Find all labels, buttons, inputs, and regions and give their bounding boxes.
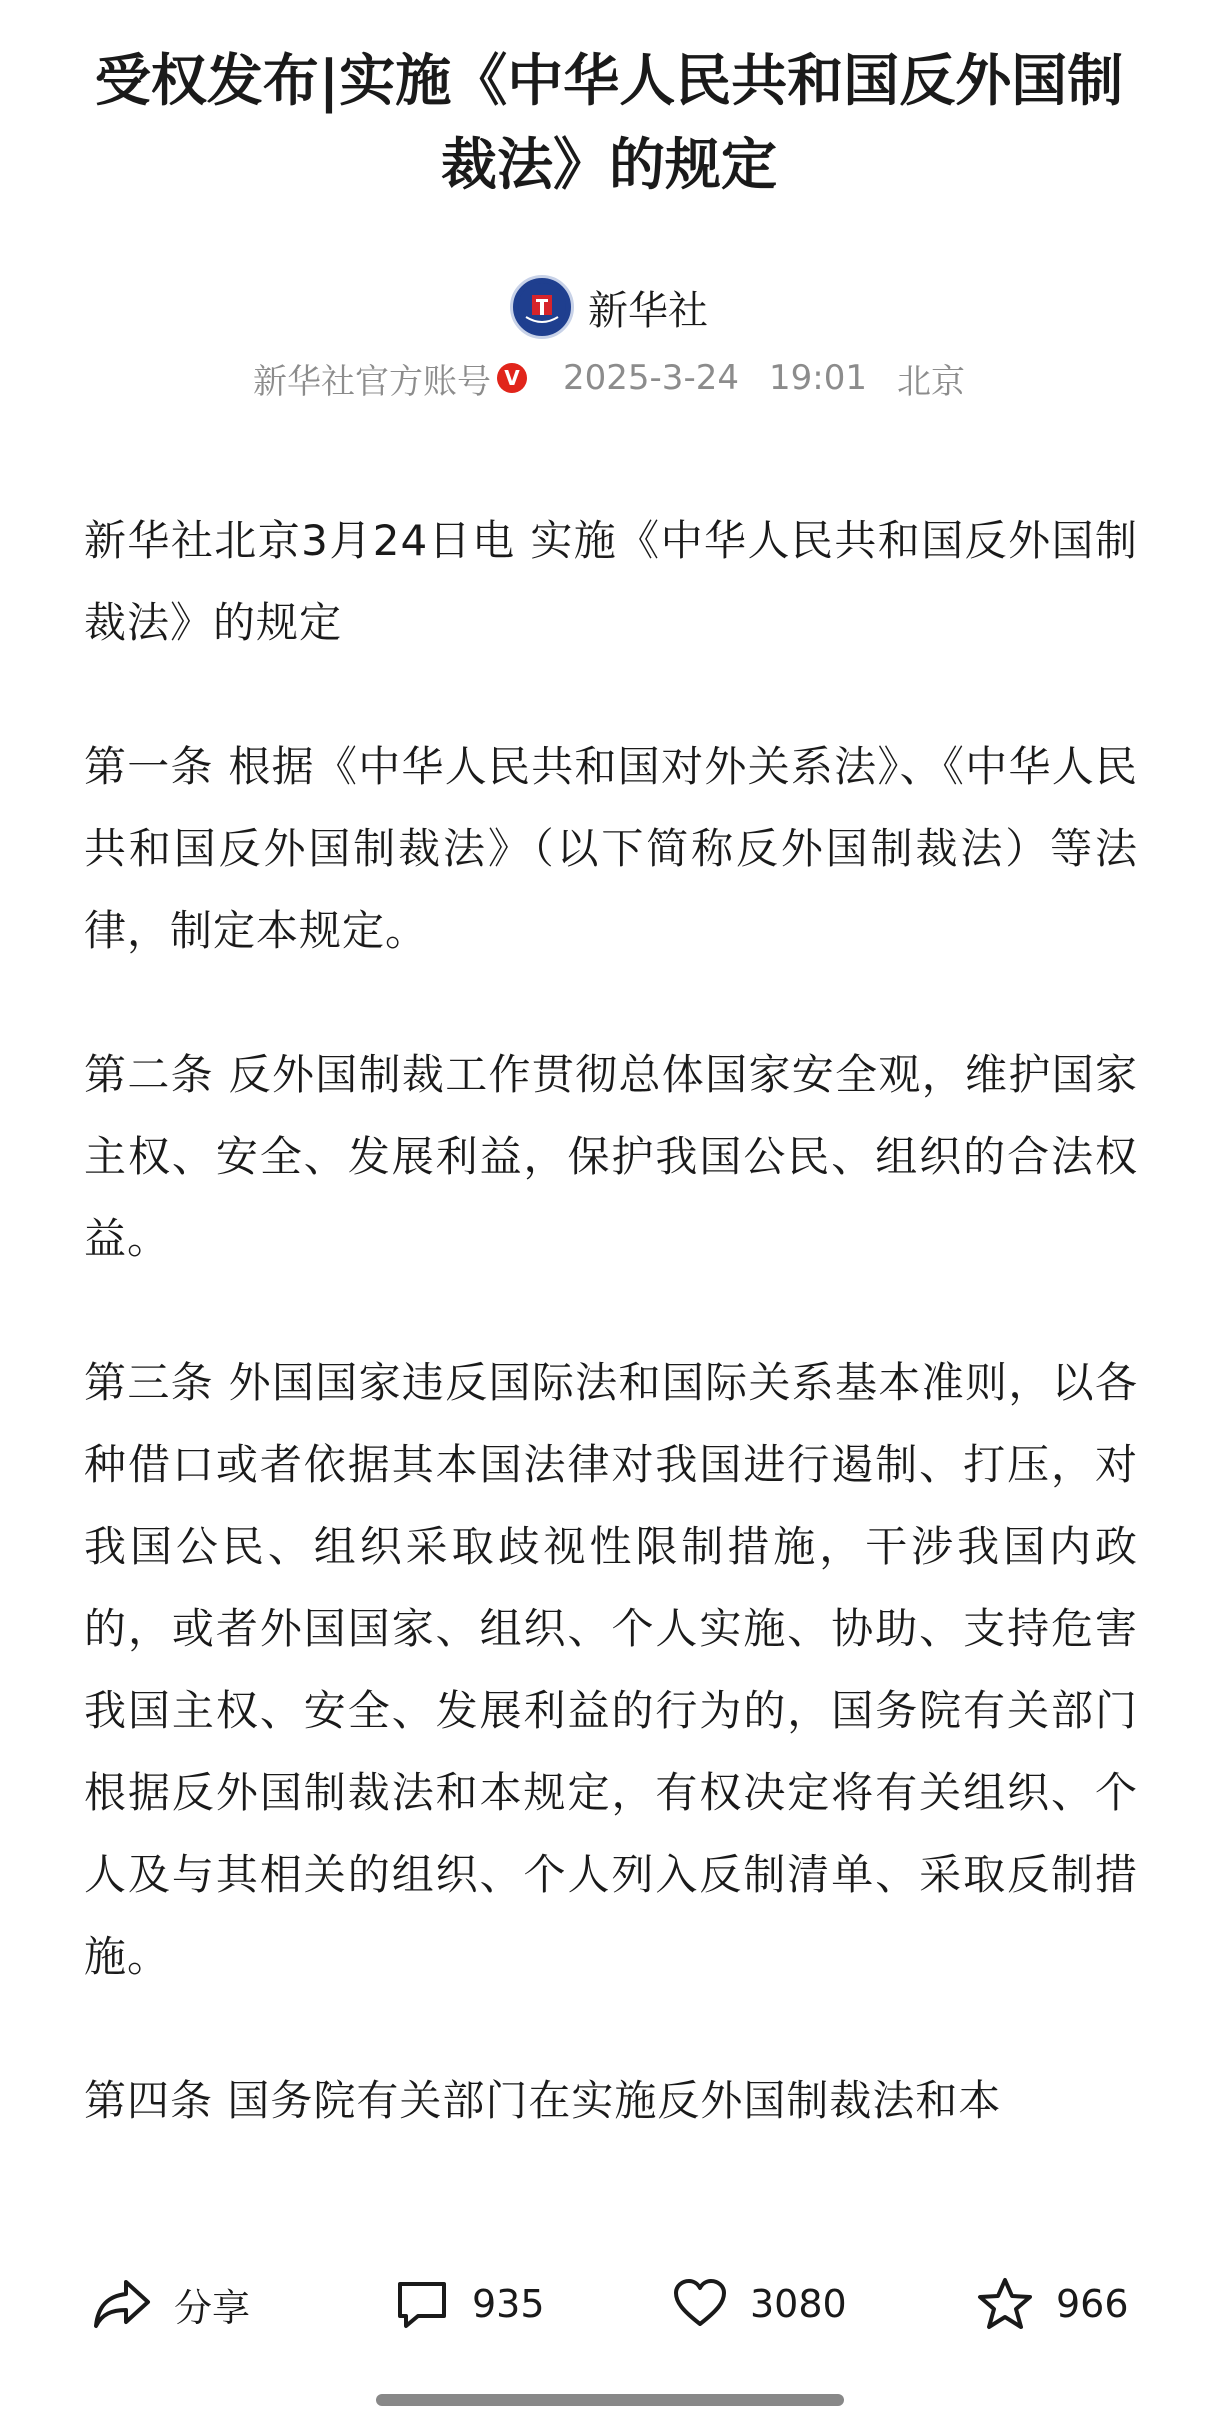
favorite-button[interactable] — [976, 2276, 1129, 2332]
article-meta — [0, 348, 1218, 408]
verified-badge-icon: V — [497, 363, 527, 393]
article-title: 受权发布|实施《中华人民共和国反外国制裁法》的规定 — [94, 49, 1124, 198]
action-bar — [0, 2254, 1218, 2354]
home-indicator[interactable] — [376, 2394, 844, 2406]
comment-count: 935 — [472, 2282, 545, 2326]
publish-date: 2025-3-24 — [563, 358, 739, 398]
xinhua-logo-icon[interactable] — [510, 275, 574, 339]
comment-bubble-icon — [394, 2278, 450, 2330]
like-button[interactable] — [672, 2278, 847, 2330]
content-fade — [0, 2224, 1218, 2254]
article-paragraph: 新华社北京3月24日电 实施《中华人民共和国反外国制裁法》的规定 — [84, 516, 1138, 647]
article-paragraph: 第四条 国务院有关部门在实施反外国制裁法和本 — [84, 2076, 1002, 2125]
author-name[interactable]: 新华社 — [588, 287, 708, 334]
account-label: 新华社官方账号 — [253, 361, 492, 402]
comment-button[interactable] — [394, 2278, 545, 2330]
heart-icon — [672, 2278, 728, 2330]
share-arrow-icon — [92, 2276, 152, 2332]
article-body — [84, 500, 1138, 2204]
like-count: 3080 — [750, 2282, 847, 2326]
share-label: 分享 — [174, 2285, 251, 2330]
article-paragraph: 第一条 根据《中华人民共和国对外关系法》、《中华人民共和国反外国制裁法》（以下简称反外国制裁法）等法律，制定本规定。 — [84, 742, 1138, 955]
article-paragraph: 第二条 反外国制裁工作贯彻总体国家安全观，维护国家主权、安全、发展利益，保护我国公民、组织的合法权益。 — [84, 1050, 1138, 1263]
publish-time: 19:01 — [768, 358, 867, 398]
star-icon — [976, 2276, 1034, 2332]
favorite-count: 966 — [1056, 2282, 1129, 2326]
author-row[interactable] — [0, 272, 1218, 342]
share-button[interactable] — [92, 2276, 250, 2332]
article-paragraph: 第三条 外国国家违反国际法和国际关系基本准则，以各种借口或者依据其本国法律对我国进行遏制、打压，对我国公民、组织采取歧视性限制措施，干涉我国内政的，或者外国国家、组织、个人实施、协助、支持危害我国主权、安全、发展利益的行为的，国务院有关部门根据反外国制裁法和本规定，有权决定将有关组织、个人及与其相关的组织、个人列入反制清单、采取反制措施。 — [84, 1358, 1138, 1981]
publish-location: 北京 — [896, 361, 965, 402]
